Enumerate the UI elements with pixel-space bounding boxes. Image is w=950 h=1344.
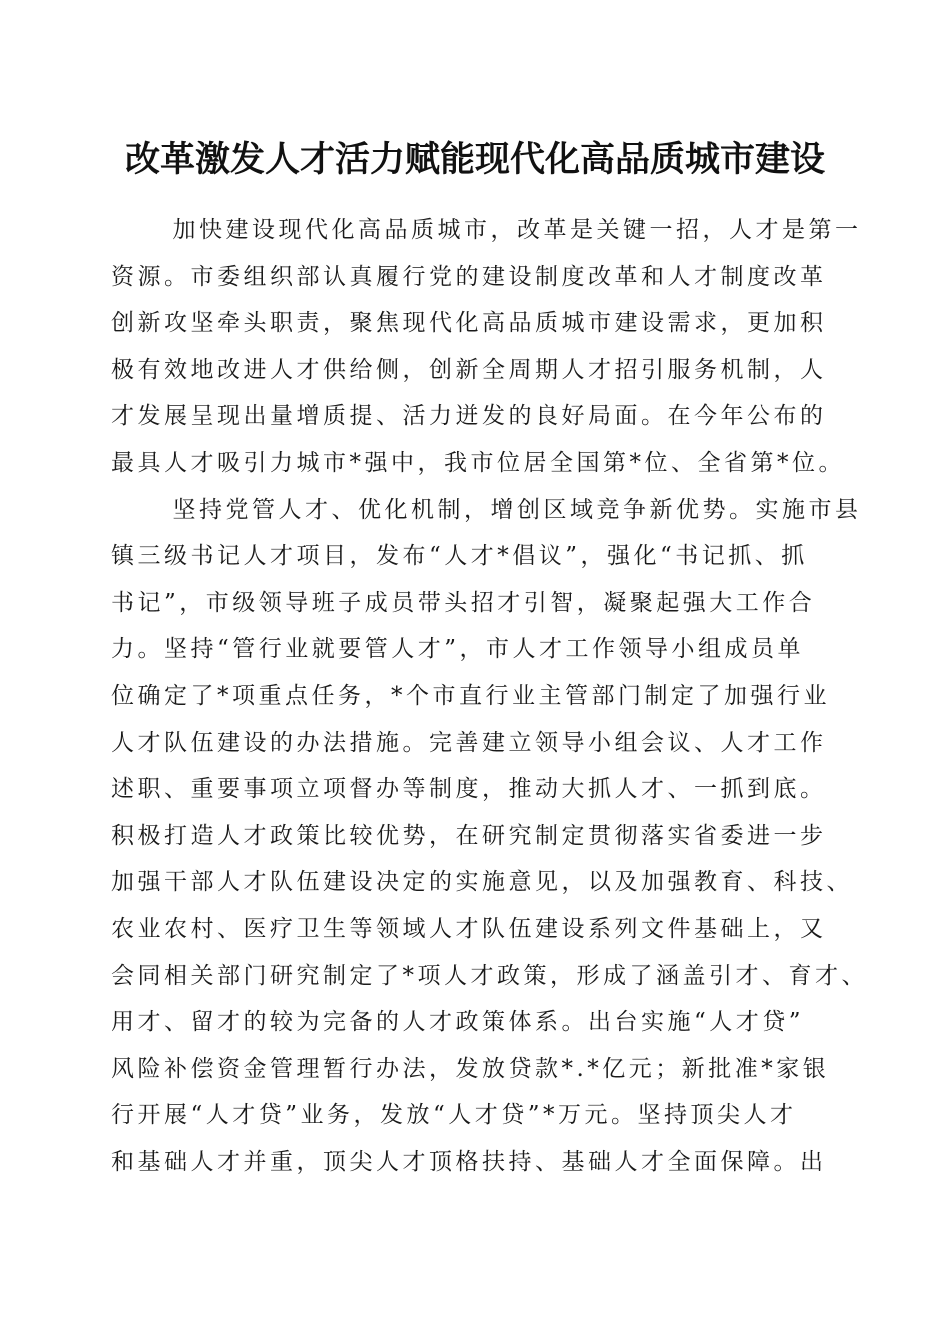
paragraph: [111, 487, 868, 1186]
text-line: 农业农村、医疗卫生等领域人才队伍建设系列文件基础上，又: [111, 915, 827, 942]
text-line: 最具人才吸引力城市*强中，我市位居全国第*位、全省第*位。: [111, 449, 845, 476]
text-line: 和基础人才并重，顶尖人才顶格扶持、基础人才全面保障。出: [111, 1148, 827, 1175]
document-title: 改革激发人才活力赋能现代化高品质城市建设: [124, 139, 825, 180]
text-line: 极有效地改进人才供给侧，创新全周期人才招引服务机制，人: [111, 356, 827, 383]
text-line: 资源。市委组织部认真履行党的建设制度改革和人才制度改革: [111, 263, 827, 290]
text-line: 述职、重要事项立项督办等制度，推动大抓人才、一抓到底。: [111, 776, 827, 803]
paragraph: [111, 207, 862, 487]
text-line: 才发展呈现出量增质提、活力迸发的良好局面。在今年公布的: [111, 403, 827, 430]
text-line: 力。坚持“管行业就要管人才”，市人才工作领导小组成员单: [111, 636, 805, 663]
document-body: [111, 207, 868, 1185]
text-line: 位确定了*项重点任务，*个市直行业主管部门制定了加强行业: [111, 682, 830, 709]
text-line: 风险补偿资金管理暂行办法，发放贷款*.*亿元；新批准*家银: [111, 1055, 830, 1082]
text-line: 人才队伍建设的办法措施。完善建立领导小组会议、人才工作: [111, 729, 827, 756]
text-line: 加快建设现代化高品质城市，改革是关键一招，人才是第一: [146, 217, 862, 243]
text-line: 书记”，市级领导班子成员带头招才引智，凝聚起强大工作合: [111, 589, 816, 616]
text-line: 坚持党管人才、优化机制，增创区域竞争新优势。实施市县: [146, 496, 862, 523]
text-line: 加强干部人才队伍建设决定的实施意见，以及加强教育、科技、: [111, 869, 853, 896]
text-line: 用才、留才的较为完备的人才政策体系。出台实施“人才贷”: [111, 1009, 805, 1036]
text-line: 会同相关部门研究制定了*项人才政策，形成了涵盖引才、育才、: [111, 962, 868, 989]
text-line: 镇三级书记人才项目，发布“人才*倡议”，强化“书记抓、抓: [111, 543, 808, 570]
text-line: 行开展“人才贷”业务，发放“人才贷”*万元。坚持顶尖人才: [111, 1102, 797, 1129]
text-line: 积极打造人才政策比较优势，在研究制定贯彻落实省委进一步: [111, 822, 827, 849]
text-line: 创新攻坚牵头职责，聚焦现代化高品质城市建设需求，更加积: [111, 310, 827, 337]
